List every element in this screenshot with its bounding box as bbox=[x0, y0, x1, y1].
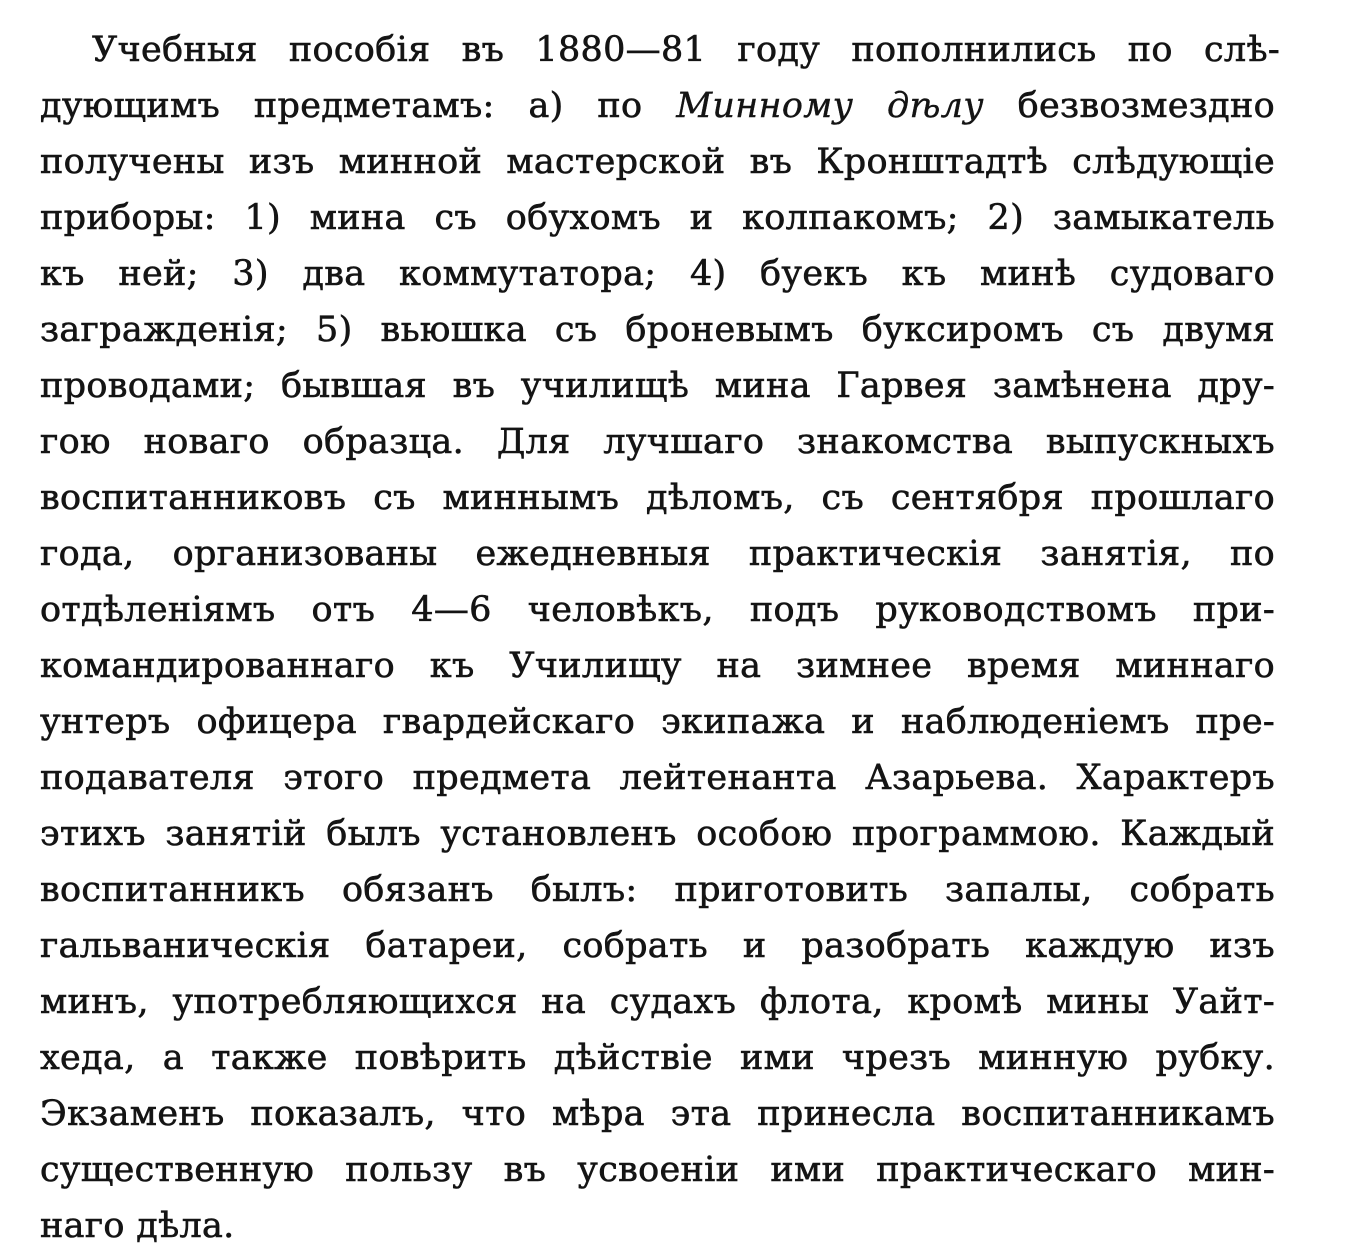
subject-minnoe-delo: Минному дѣлу bbox=[676, 86, 984, 126]
text-line-18: минъ, употребляющихся на судахъ флота, кромѣ мины Уайт- bbox=[40, 982, 1275, 1022]
text-line-2-end: безвозмездно bbox=[983, 86, 1275, 126]
text-line-1: Учебныя пособія въ 1880—81 году пополнились по слѣ- bbox=[92, 30, 1280, 70]
text-line-6: загражденія; 5) вьюшка съ броневымъ буксиромъ съ двумя bbox=[40, 310, 1275, 350]
text-line-20: Экзаменъ показалъ, что мѣра эта принесла воспитанникамъ bbox=[40, 1094, 1275, 1134]
text-line-13: унтеръ офицера гвардейскаго экипажа и наблюденіемъ пре- bbox=[40, 702, 1275, 742]
text-line-22: наго дѣла. bbox=[40, 1206, 235, 1246]
text-line-5: къ ней; 3) два коммутатора; 4) буекъ къ минѣ судоваго bbox=[40, 254, 1275, 294]
text-line-7: проводами; бывшая въ училищѣ мина Гарвея замѣнена дру- bbox=[40, 366, 1275, 406]
text-line-17: гальваническія батареи, собрать и разобрать каждую изъ bbox=[40, 926, 1275, 966]
text-line-2 bbox=[40, 78, 1275, 134]
text-line-16: воспитанникъ обязанъ былъ: приготовить запалы, собрать bbox=[40, 870, 1275, 910]
text-line-3: получены изъ минной мастерской въ Кронштадтѣ слѣдующіе bbox=[40, 142, 1275, 182]
text-line-4: приборы: 1) мина съ обухомъ и колпакомъ; 2) замыкатель bbox=[40, 198, 1275, 238]
text-line-15: этихъ занятій былъ установленъ особою программою. Каждый bbox=[40, 814, 1275, 854]
text-line-11: отдѣленіямъ отъ 4—6 человѣкъ, подъ руководствомъ при- bbox=[40, 590, 1275, 630]
text-line-19: хеда, а также повѣрить дѣйствіе ими чрезъ минную рубку. bbox=[40, 1038, 1275, 1078]
text-line-21: существенную пользу въ усвоеніи ими практическаго мин- bbox=[40, 1150, 1275, 1190]
text-line-8: гою новаго образца. Для лучшаго знакомства выпускныхъ bbox=[40, 422, 1275, 462]
text-line-14: подавателя этого предмета лейтенанта Азарьева. Характеръ bbox=[40, 758, 1275, 798]
text-line-12: командированнаго къ Училищу на зимнее время миннаго bbox=[40, 646, 1275, 686]
text-line-2-start: дующимъ предметамъ: а) по bbox=[40, 86, 677, 126]
text-line-9: воспитанниковъ съ миннымъ дѣломъ, съ сентября прошлаго bbox=[40, 478, 1275, 518]
text-line-10: года, организованы ежедневныя практическія занятія, по bbox=[40, 534, 1275, 574]
